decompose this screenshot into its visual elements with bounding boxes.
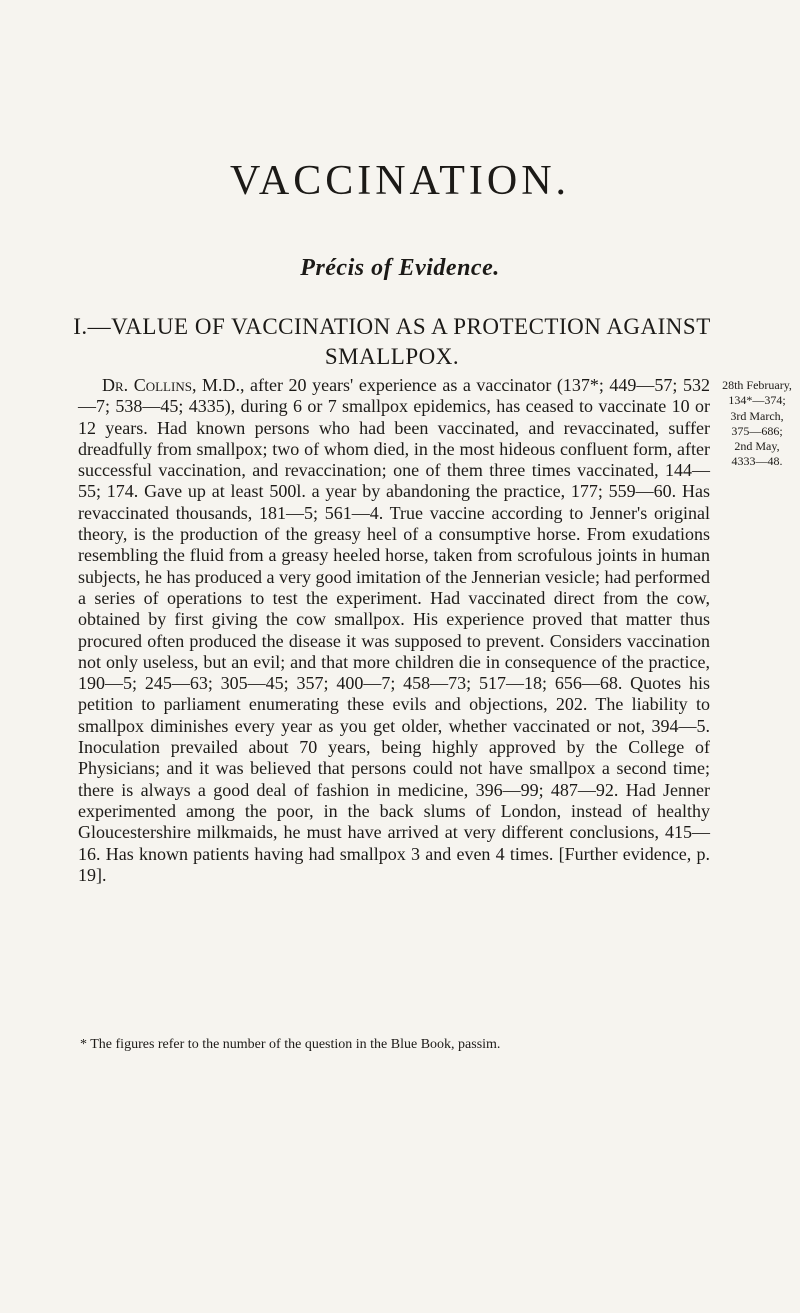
footnote: * The figures refer to the number of the question in the Blue Book, passim. — [80, 1037, 501, 1052]
page-subtitle: Précis of Evidence. — [300, 255, 500, 281]
section-heading: I.—VALUE OF VACCINATION AS A PROTECTION AGAINST SMALLPOX. — [73, 314, 711, 369]
margin-notes — [712, 378, 800, 470]
body-paragraph — [78, 375, 710, 886]
paragraph-text: , M.D., after 20 years' experience as a vaccinator (137*; 449—57; 532—7; 538—45; 4335), during 6 or 7 smallpox epidemics, has ceased to vaccinate 10 or 12 years. Had known persons who had been vaccinated, and revaccinated, suffer dreadfully from smallpox; two of whom died, in the most hideous confluent form, after successful vaccination, and revaccination; one of them three times vaccinated, 144—55; 174. Gave up at least 500l. a year by abandoning the practice, 177; 559—60. Has revaccinated thousands, 181—5; 561—4. True vaccine according to Jenner's original theory, is the production of the greasy heel of a consumptive horse. From exudations resembling the fluid from a greasy heeled horse, taken from scrofulous joints in human subjects, he has produced a very good imitation of the Jennerian vesicle; had performed a series of operations to test the experiment. Had vaccinated direct from the cow, obtained by first giving the cow smallpox. His experience proved that matter thus procured often produced the disease it was supposed to prevent. Considers vaccination not only useless, but an evil; and that more children die in consequence of the practice, 190—5; 245—63; 305—45; 357; 400—7; 458—73; 517—18; 656—68. Quotes his petition to parliament enumerating these evils and objections, 202. The liability to smallpox diminishes every year as you get older, whether vaccinated or not, 394—5. Inoculation prevailed about 70 years, being highly approved by the College of Physicians; and it was believed that persons could not have smallpox a second time; there is always a good deal of fashion in medicine, 396—99; 487—92. Had Jenner experimented among the poor, in the back slums of London, instead of healthy Gloucestershire milkmaids, he must have arrived at very different conclusions, 415—16. Has known patients having had smallpox 3 and even 4 times. [Further evidence, p. 19]. — [78, 375, 710, 885]
margin-note: 134*—374; — [728, 393, 786, 408]
margin-note: 3rd March, — [730, 408, 784, 423]
page-title: VACCINATION. — [229, 158, 571, 204]
margin-note: 375—686; — [731, 423, 783, 438]
margin-note: 28th February, — [722, 378, 792, 392]
author-name: Dr. Collins — [102, 375, 192, 395]
body-text — [78, 375, 710, 886]
margin-note: 2nd May, — [734, 439, 780, 454]
margin-note: 4333—48. — [731, 454, 783, 469]
